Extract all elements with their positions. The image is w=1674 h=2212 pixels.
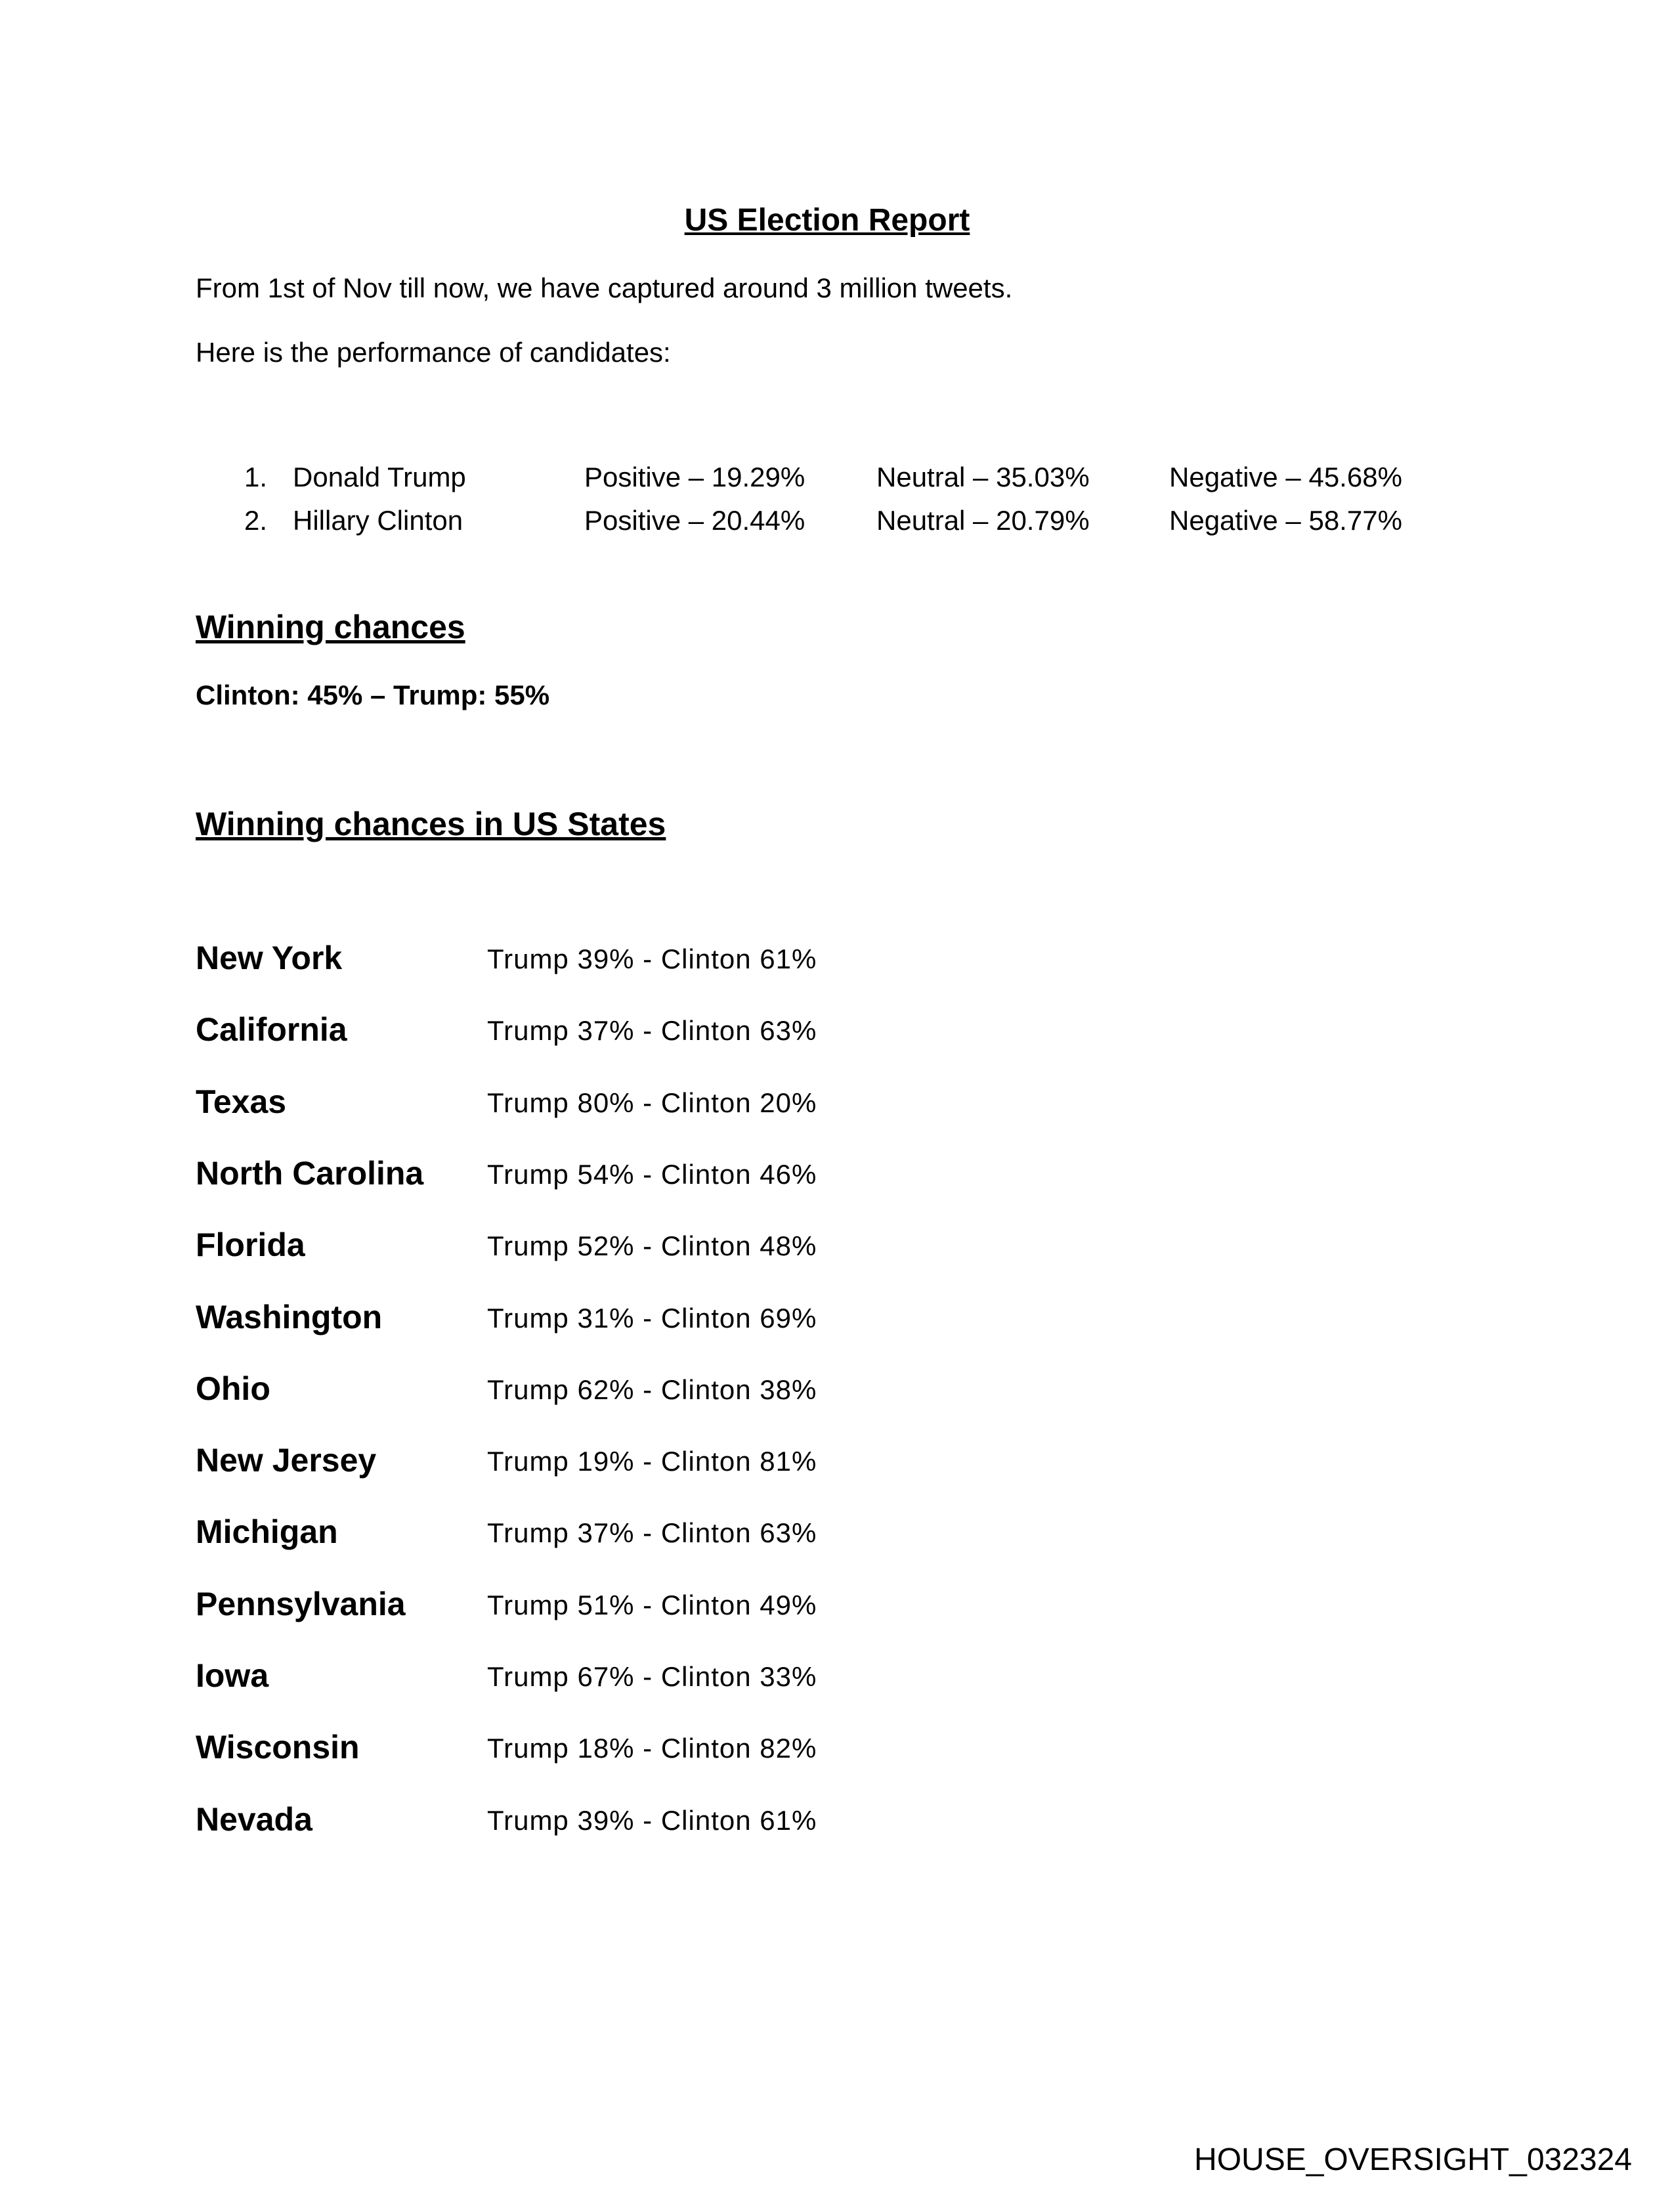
state-name: Pennsylvania [196,1585,406,1622]
intro-text: From 1st of Nov till now, we have captured around 3 million tweets. [196,272,1013,303]
state-chances: Trump 51% - Clinton 49% [487,1589,817,1620]
state-chances: Trump 54% - Clinton 46% [487,1158,817,1190]
performance-intro: Here is the performance of candidates: [196,337,671,368]
state-chances: Trump 37% - Clinton 63% [487,1517,817,1549]
state-name: North Carolina [196,1154,424,1192]
state-name: Michigan [196,1513,338,1551]
state-chances: Trump 62% - Clinton 38% [487,1374,817,1405]
state-name: California [196,1011,347,1049]
states-heading: Winning chances in US States [196,806,666,842]
state-chances: Trump 37% - Clinton 63% [487,1015,817,1047]
candidate-positive: Positive – 20.44% [584,505,805,536]
candidate-negative: Negative – 58.77% [1169,505,1402,536]
state-chances: Trump 39% - Clinton 61% [487,1804,817,1836]
state-name: Iowa [196,1657,269,1694]
state-chances: Trump 18% - Clinton 82% [487,1733,817,1764]
candidate-positive: Positive – 19.29% [584,462,805,492]
state-name: Texas [196,1083,287,1120]
candidate-neutral: Neutral – 35.03% [876,462,1090,492]
candidate-name: Hillary Clinton [293,505,463,536]
state-name: Ohio [196,1370,270,1407]
winning-chances-text: Clinton: 45% – Trump: 55% [196,680,550,710]
state-name: Florida [196,1226,305,1264]
page-title: US Election Report [684,203,970,238]
state-chances: Trump 67% - Clinton 33% [487,1661,817,1692]
state-chances: Trump 52% - Clinton 48% [487,1230,817,1262]
candidate-neutral: Neutral – 20.79% [876,505,1090,536]
candidate-negative: Negative – 45.68% [1169,462,1402,492]
state-name: Nevada [196,1800,312,1838]
state-name: New Jersey [196,1442,377,1479]
candidate-number: 2. [244,505,268,536]
state-chances: Trump 19% - Clinton 81% [487,1446,817,1477]
state-chances: Trump 31% - Clinton 69% [487,1302,817,1334]
state-name: Washington [196,1298,383,1335]
bates-number: HOUSE_OVERSIGHT_032324 [1194,2142,1632,2177]
state-chances: Trump 80% - Clinton 20% [487,1087,817,1118]
state-name: New York [196,940,343,976]
candidate-number: 1. [244,462,268,492]
winning-chances-heading: Winning chances [196,609,465,645]
candidate-name: Donald Trump [293,462,466,492]
state-name: Wisconsin [196,1729,360,1766]
state-chances: Trump 39% - Clinton 61% [487,943,817,974]
